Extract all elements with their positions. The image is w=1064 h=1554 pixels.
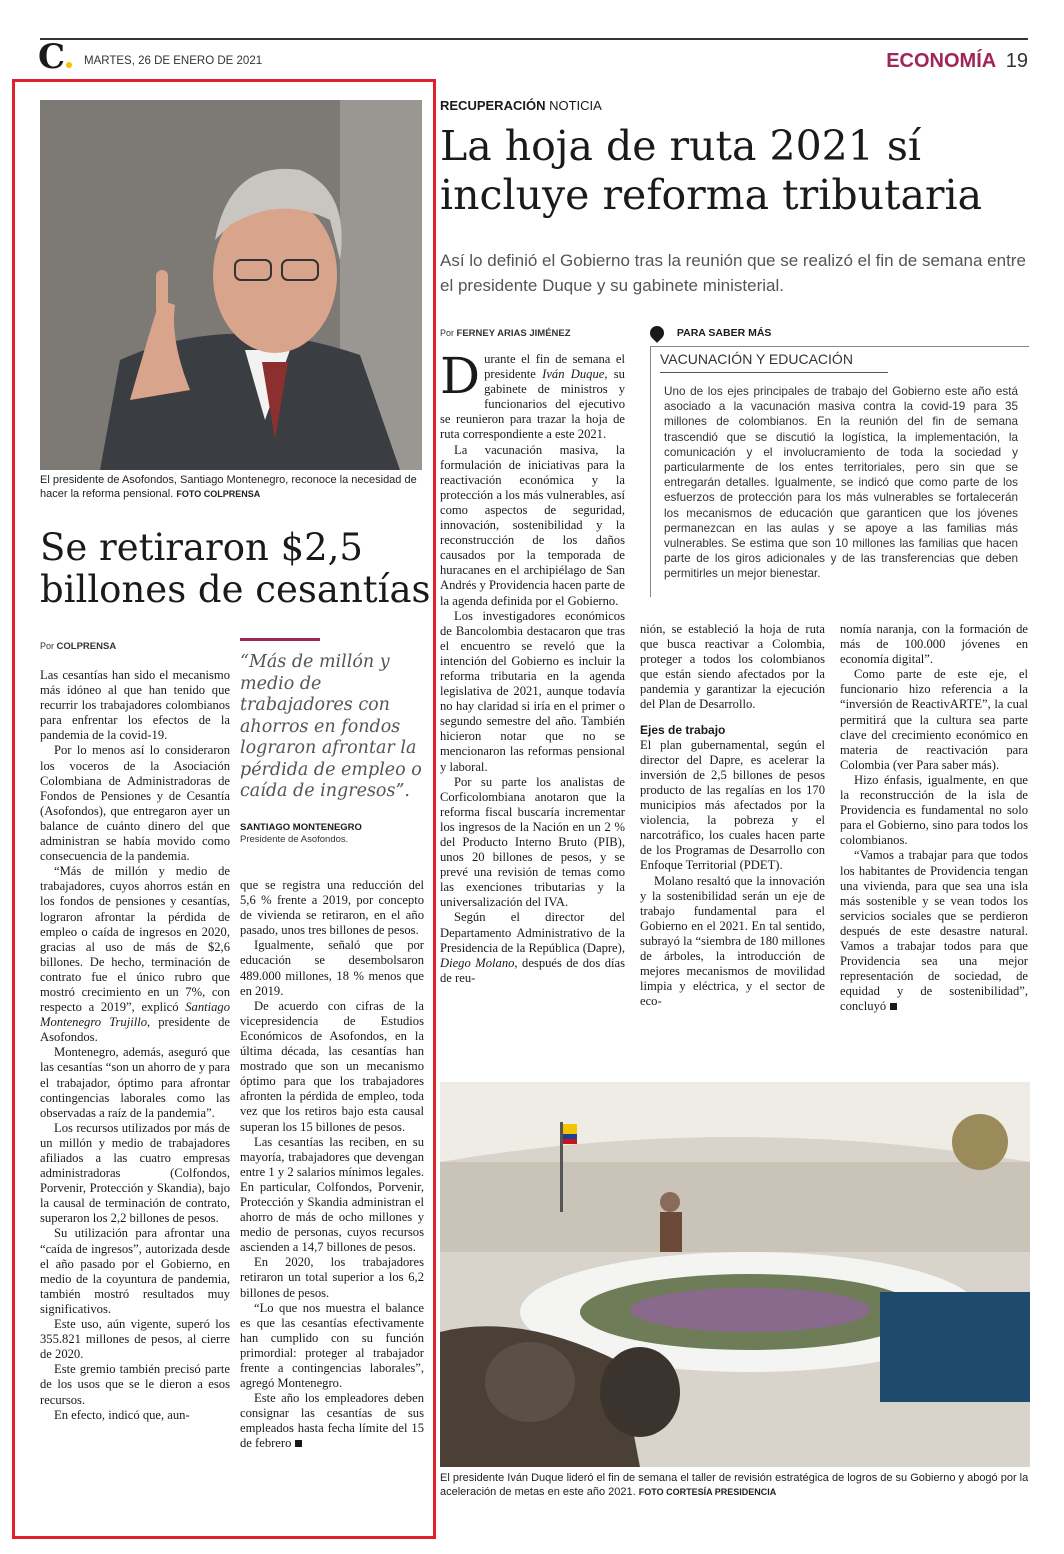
end-mark bbox=[890, 1003, 897, 1010]
header-rule bbox=[40, 38, 1028, 40]
dropcap: D bbox=[440, 352, 481, 405]
right-body-column-1: Durante el fin de semana el presidente Iván Duque, su gabinete de ministros y funcionarios del ejecutivo se reunieron para trazar la hoja de ruta correspondiente a este 2021. La vacunación masiva, la formulación de iniciativas para la reactivación económica y la protección a los más vulnerables, así como aspectos de seguridad, innovación, sostenibilidad y la reconstrucción de los daños causados por la temporada de huracanes en el archipiélago de San Andrés y Providencia hacen parte de la agenda definida por el Gobierno. Los investigadores económicos de Bancolombia destacaron que tras el encuentro se reveló que la intención del Gobierno es incluir la reforma tributaria en la agenda legislativa de 2021, aunque todavía no hay claridad si iría en el primer o segundo semestre del año. También hicieron notar que no se mencionaron las reformas pensional y laboral. Por su parte los analistas de Corficolombiana anotaron que la reforma fiscal buscaría incrementar los ingresos de la Nación en un 2 % del Producto Interno Bruto (PIB), unos 20 billones de pesos, y se prevé una revisión de temas como las exenciones tributarias y la universalización del IVA. Según el director del Departamento Administrativo de la Presidencia de la República (Dapre), Diego Molano, después de dos días de reu- bbox=[440, 352, 625, 985]
meeting-illustration bbox=[440, 1082, 1030, 1467]
issue-date: MARTES, 26 DE ENERO DE 2021 bbox=[84, 55, 263, 67]
end-mark bbox=[295, 1440, 302, 1447]
sidebar-header: PARA SABER MÁS bbox=[650, 326, 771, 340]
meeting-photo-credit: FOTO CORTESÍA PRESIDENCIA bbox=[638, 1487, 777, 1497]
sidebar-title-rule bbox=[660, 372, 888, 373]
quote-role: Presidente de Asofondos. bbox=[240, 834, 349, 845]
newspaper-logo: C bbox=[38, 40, 72, 74]
pin-icon bbox=[647, 323, 667, 343]
section-name: ECONOMÍA bbox=[886, 50, 997, 72]
subhead-ejes: Ejes de trabajo bbox=[640, 722, 726, 737]
left-headline: Se retiraron $2,5 billones de cesantías bbox=[40, 526, 431, 611]
quote-author: SANTIAGO MONTENEGRO bbox=[240, 822, 362, 833]
left-photo-caption: El presidente de Asofondos, Santiago Montenegro, reconoce la necesidad de hacer la reforma pensional. FOTO COLPRENSA bbox=[40, 474, 417, 500]
sidebar-text: Uno de los ejes principales de trabajo del Gobierno este año está asociado a la vacunación masiva contra la covid-19 para 35 millones de colombianos. En la reunión del fin de semana trascendió que se discutió la logística, la implementación, la comunicación y el involucramiento de toda la sociedad y particularmente de los entes territoriales, pero sin que se entregarán detalles. Igualmente, se indicó que como parte de los esfuerzos de protección para los más vulnerables se fortalecerán los mecanismos de educación que garanticen que los jóvenes permanezcan en las aulas y se apoye a las familias más vulnerables. Se estima que son 10 millones las familias que hacen parte de los giros adicionales y de las transferencias que deben permitirles un mejor bienestar. bbox=[664, 385, 1018, 581]
kicker: RECUPERACIÓN NOTICIA bbox=[440, 98, 602, 113]
right-body-column-2: nión, se estableció la hoja de ruta que busca reactivar a Colombia, proteger a todos los colombianos que están siendo afectados por la pandemia y garantizar la ejecución del Plan de Desarrollo. Ejes de trabajo El plan gubernamental, según el director del Dapre, es acelerar la inversión de 2,5 billones de pesos producto de las regalías en los 170 municipios más afectados por la violencia, la pobreza y el narcotráfico, los cuales hacen parte de los Programas de Desarrollo con Enfoque Territorial (PDET). Molano resaltó que la innovación y la sostenibilidad serán un eje de trabajo fundamental para el Gobierno en el 2021. En tal sentido, subrayó la “siembra de 180 millones de árboles, la introducción de mejores mecanismos de movilidad limpia y eléctrica, y el sector de eco- bbox=[640, 622, 825, 1009]
right-headline: La hoja de ruta 2021 sí incluye reforma tributaria bbox=[440, 122, 983, 219]
sidebar-title: VACUNACIÓN Y EDUCACIÓN bbox=[660, 351, 853, 367]
left-body-column-2: que se registra una reducción del 5,6 % frente a 2019, por concepto de vivienda se retiraron, en el año pasado, unos tres billones de pesos. Igualmente, señaló que por educación se desembolsaron 489.000 millones, 18 % menos que en 2019. De acuerdo con cifras de la vicepresidencia de Estudios Económicos de Asofondos, en la última década, las cesantías han mostrado que son un mecanismo óptimo para que los trabajadores afronten la pérdida de empleo, toda vez que los retiros bajo esta causal superan los 15 billones de pesos. Las cesantías las reciben, en su mayoría, trabajadores que devengan entre 1 y 2 salarios mínimos legales. En particular, Colfondos, Porvenir, Protección y Skandia administran el ahorro de más de ocho millones y medio de personas, cuyos recursos ascienden a 14,7 billones de pesos. En 2020, los trabajadores retiraron un total superior a los 6,2 billones de pesos. “Lo que nos muestra el balance es que las cesantías efectivamente han cumplido con su función primordial: proteger al trabajador frente a contingencias laborales”, agregó Montenegro. Este año los empleadores deben consignar las cesantías de sus empleados hasta fecha límite del 15 de febrero bbox=[240, 878, 424, 1451]
left-byline: Por COLPRENSA bbox=[40, 641, 117, 652]
right-byline: Por FERNEY ARIAS JIMÉNEZ bbox=[440, 328, 571, 339]
left-photo-credit: FOTO COLPRENSA bbox=[176, 489, 261, 499]
portrait-illustration bbox=[40, 100, 422, 470]
right-body-column-3: nomía naranja, con la formación de más de 100.000 jóvenes en economía digital”. Como parte de este eje, el funcionario hizo referencia a la “inversión de ReactivARTE”, la cual permitirá que la cultura sea parte clave del crecimiento económico en materia de reactivación para Colombia (ver Para saber más). Hizo énfasis, igualmente, en que la reconstrucción de la isla de Providencia es fundamental no solo para el Gobierno, sino para todos los colombianos. “Vamos a trabajar para que todos los habitantes de Providencia tengan una vivienda, para que sea una isla más sostenible y se vean todos los servicios sociales que se perdieron después de este desastre natural. Vamos a trabajar todos para que Providencia sea una mejor representación de sociedad, de equidad y de sostenibilidad”, concluyó bbox=[840, 622, 1028, 1014]
meeting-photo bbox=[440, 1082, 1030, 1467]
left-body-column-1: Las cesantías han sido el mecanismo más idóneo al que han tenido que recurrir los trabajadores colombianos para enfrentar los efectos de la pandemia de la covid-19. Por lo menos así lo consideraron los voceros de la Asociación Colombiana de Administradoras de Fondos de Pensiones y de Cesantía (Asofondos), que entregaron ayer un balance de cuánto dinero del que administran se había movido como consecuencia de la pandemia. “Más de millón y medio de trabajadores, cuyos ahorros están en los fondos de pensiones y cesantías, lograron afrontar la pérdida de empleo o caída de ingresos en 2020, gracias al uso de más de $2,6 billones. De hecho, terminación de contrato fue el único rubro que mostró crecimiento en un 7%, con respecto a 2019”, explicó Santiago Montenegro Trujillo, presidente de Asofondos. Montenegro, además, aseguró que las cesantías “son un ahorro de y para el trabajador, óptimo para afrontar contingencias laborales como las observadas a raíz de la pandemia”. Los recursos utilizados por más de un millón y medio de trabajadores afiliados a las cuatro empresas administradoras (Colfondos, Porvenir, Protección y Skandia), bajo la causal de terminación de contrato, superaron los 2,2 billones de pesos. Su utilización para afrontar una “caída de ingresos”, autorizada desde el año pasado por el Gobierno, en medio de la coyuntura de pandemia, también mostró resultados muy significativos. Este uso, aún vigente, superó los 355.821 millones de pesos, al cierre de 2020. Este gremio también precisó parte de los usos que se le dieron a esos recursos. En efecto, indicó que, aun- bbox=[40, 668, 230, 1422]
deck: Así lo definió el Gobierno tras la reunión que se realizó el fin de semana entre el presidente Duque y su gabinete ministerial. bbox=[440, 251, 1026, 295]
meeting-photo-caption: El presidente Iván Duque lideró el fin de semana el taller de revisión estratégica de logros de su Gobierno y abogó por la aceleración de metas en este año 2021. FOTO CORTESÍA PRESIDENCIA bbox=[440, 1472, 1029, 1498]
quote-rule bbox=[240, 638, 320, 641]
section-header bbox=[886, 50, 1028, 73]
pull-quote: “Más de millón y medio de trabajadores con ahorros en fondos lograron afrontar la pérdida de empleo o caída de ingresos”. bbox=[240, 652, 422, 801]
page-number: 19 bbox=[1005, 50, 1028, 72]
sidebar-box bbox=[650, 326, 1030, 596]
montenegro-photo bbox=[40, 100, 422, 470]
